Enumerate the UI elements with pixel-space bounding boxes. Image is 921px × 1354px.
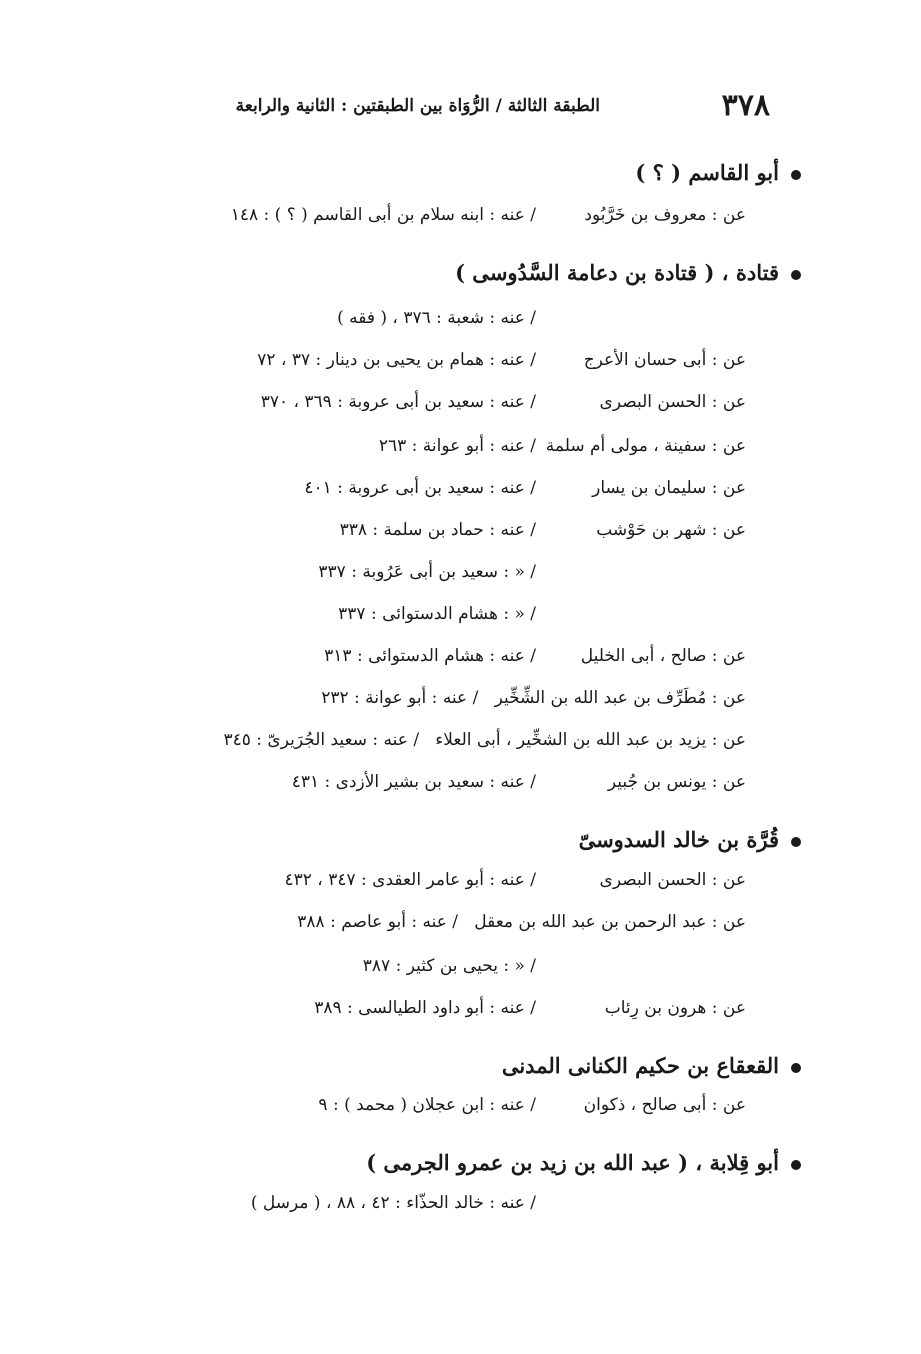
bullet-icon [791, 1063, 801, 1073]
page-number: ٣٧٨ [721, 88, 770, 123]
narrated-by: / « : يحيى بن كثير : ٣٨٧ [362, 956, 536, 976]
narrated-by: / عنه : سعيد بن أبى عروبة : ٤٠١ [304, 478, 536, 498]
page-header [235, 88, 770, 128]
narrated-by: / عنه : سعيد بن أبى عروبة : ٣٦٩ ، ٣٧٠ [260, 392, 536, 412]
chain-row [186, 772, 746, 798]
entry-heading [579, 827, 801, 852]
narrated-from: عن : سليمان بن يسار [592, 478, 746, 498]
entry-name: القعقاع بن حكيم الكنانى المدنى [501, 1053, 779, 1078]
spacer [458, 912, 474, 932]
chain-row [186, 870, 746, 896]
narrated-from: عن : مُطَرِّف بن عبد الله بن الشِّخِّير [494, 688, 746, 708]
entry-heading [455, 260, 801, 285]
chain-row [186, 604, 746, 630]
chain-row [186, 998, 746, 1024]
bullet-icon [791, 170, 801, 180]
narrated-by: / « : سعيد بن أبى عَرُوبة : ٣٣٧ [318, 562, 536, 582]
bullet-icon [791, 1160, 801, 1170]
narrated-by: / عنه : سعيد الجُرَيرىّ : ٣٤٥ [223, 730, 420, 750]
entry-heading [502, 1053, 801, 1078]
narrated-from: عن : عبد الرحمن بن عبد الله بن معقل [474, 912, 746, 932]
narrated-from: عن : الحسن البصرى [599, 392, 746, 412]
chain-line [223, 730, 746, 750]
narrated-by: / عنه : شعبة : ٣٧٦ ، ( فقه ) [337, 308, 536, 328]
narrated-by: / عنه : حماد بن سلمة : ٣٣٨ [339, 520, 536, 540]
chain-row [186, 308, 746, 334]
spacer [478, 688, 494, 708]
narrated-from: عن : صالح ، أبى الخليل [580, 646, 746, 666]
narrated-by: / عنه : أبو داود الطيالسى : ٣٨٩ [314, 998, 536, 1018]
chain-line [321, 688, 746, 708]
entry-name: قتادة ، ( قتادة بن دعامة السَّدُوسى ) [455, 260, 779, 285]
entry-heading [366, 1150, 801, 1175]
chain-row [186, 912, 746, 938]
narrated-from: عن : أبى حسان الأعرج [583, 350, 746, 370]
entry-name: أبو قِلابة ، ( عبد الله بن زيد بن عمرو الجرمى ) [366, 1150, 779, 1175]
narrated-from: عن : الحسن البصرى [599, 870, 746, 890]
entry-name: أبو القاسم ( ؟ ) [635, 160, 779, 185]
chain-row [186, 436, 746, 462]
bullet-icon [791, 837, 801, 847]
chain-row [186, 1193, 746, 1219]
narrated-by: / عنه : خالد الحذّاء : ٤٢ ، ٨٨ ، ( مرسل ) [250, 1193, 536, 1213]
narrated-by: / عنه : هشام الدستوائى : ٣١٣ [324, 646, 536, 666]
narrated-by: / عنه : أبو عوانة : ٢٦٣ [378, 436, 536, 456]
chain-row [186, 1095, 746, 1121]
entry-name: قُرَّة بن خالد السدوسىّ [578, 827, 779, 852]
narrated-from: عن : يونس بن جُبير [607, 772, 746, 792]
chain-row [186, 956, 746, 982]
narrated-by: / « : هشام الدستوائى : ٣٣٧ [338, 604, 536, 624]
narrated-by: / عنه : ابنه سلام بن أبى القاسم ( ؟ ) : ١٤٨ [230, 205, 536, 225]
chain-row [186, 205, 746, 231]
chain-row [186, 392, 746, 418]
chain-row [186, 350, 746, 376]
narrated-from: عن : سفينة ، مولى أم سلمة [545, 436, 746, 456]
narrated-from: عن : يزيد بن عبد الله بن الشخِّير ، أبى العلاء [435, 730, 746, 750]
narrated-by: / عنه : ابن عجلان ( محمد ) : ٩ [318, 1095, 536, 1115]
chain-row [186, 478, 746, 504]
running-head: الطبقة الثالثة / الرُّوَاة بين الطبقتين : الثانية والرابعة [235, 96, 600, 116]
narrated-from: عن : هرون بن رِئاب [604, 998, 746, 1018]
chain-row [186, 646, 746, 672]
chain-row [186, 562, 746, 588]
spacer [419, 730, 435, 750]
narrated-by: / عنه : أبو عامر العقدى : ٣٤٧ ، ٤٣٢ [284, 870, 536, 890]
narrated-by: / عنه : أبو عاصم : ٣٨٨ [297, 912, 458, 932]
entry-heading [635, 160, 801, 185]
chain-row [186, 730, 746, 756]
narrated-by: / عنه : سعيد بن بشير الأزدى : ٤٣١ [291, 772, 536, 792]
narrated-by: / عنه : همام بن يحيى بن دينار : ٣٧ ، ٧٢ [257, 350, 536, 370]
narrated-from: عن : شهر بن حَوْشب [596, 520, 746, 540]
narrated-from: عن : أبى صالح ، ذكوان [583, 1095, 746, 1115]
narrated-by: / عنه : أبو عوانة : ٢٣٢ [321, 688, 479, 708]
chain-line [297, 912, 746, 932]
bullet-icon [791, 270, 801, 280]
narrated-from: عن : معروف بن خَرَّبُود [584, 205, 746, 225]
chain-row [186, 520, 746, 546]
chain-row [186, 688, 746, 714]
